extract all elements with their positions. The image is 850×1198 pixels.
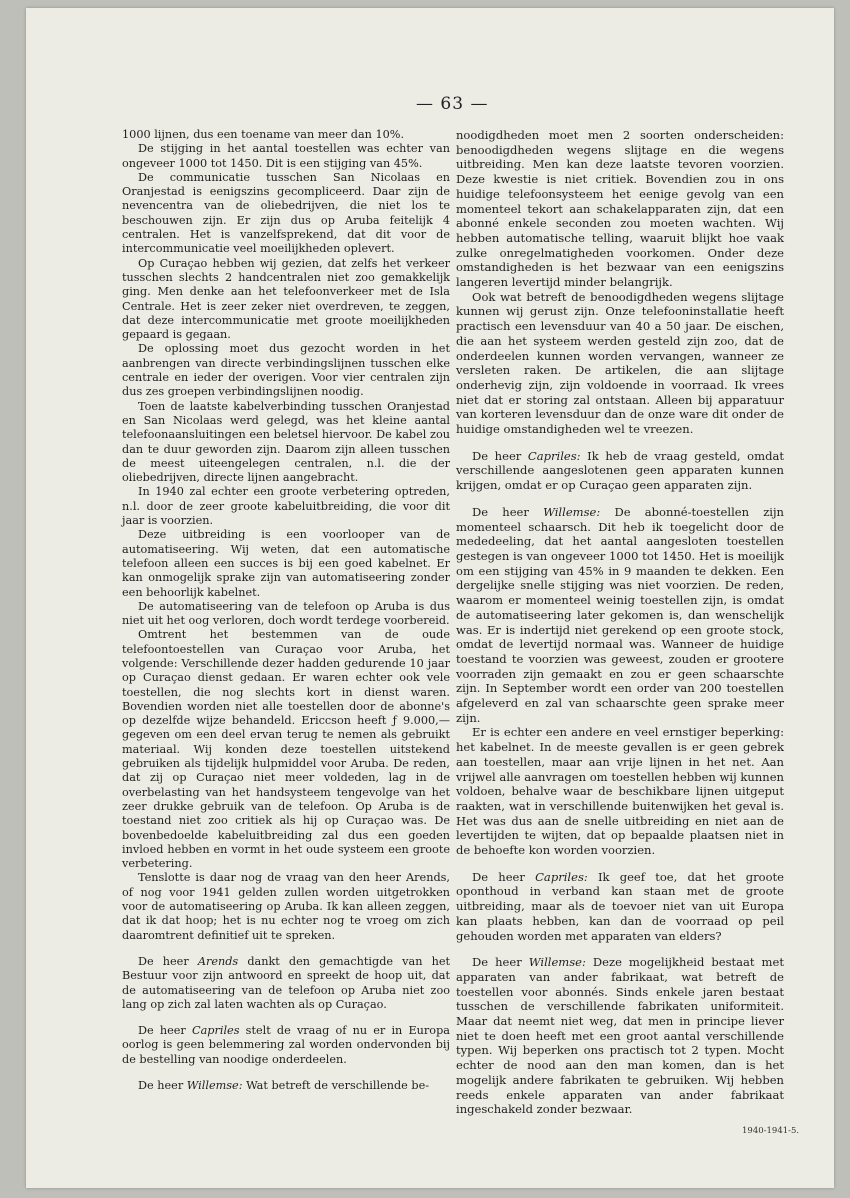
paragraph: In 1940 zal echter een groote verbetering optreden, n.l. door de zeer groote kabeluitbreiding, die voor dit jaar is voorzien. bbox=[122, 485, 450, 528]
speaker-text: Ik heb de vraag gesteld, omdat verschillende aangeslotenen geen apparaten kunnen krijgen, omdat er op Curaçao geen apparaten zijn. bbox=[456, 448, 784, 493]
speaker-paragraph bbox=[456, 449, 784, 493]
paragraph: noodigdheden moet men 2 soorten onderscheiden: benoodigdheden wegens slijtage en die wegens uitbreiding. Men kan deze laatste tevoren voorzien. Deze kwestie is niet critiek. Bovendien zou in ons huidige telefoonsysteem het eenige gevolg van een momenteel tekort aan schakelapparaten zijn, dat een abonné enkele seconden zou moeten wachten. Wij hebben automatische telling, waaruit blijkt hoe vaak zulke onregelmatigheden voorkomen. Onder deze omstandigheden is het bezwaar van een eenigszins langeren levertijd minder belangrijk. bbox=[456, 128, 784, 290]
paragraph: Er is echter een andere en veel ernstiger beperking: het kabelnet. In de meeste gevallen is er geen gebrek aan toestellen, maar aan vrije lijnen in het net. Aan vrijwel alle aanvragen om toestellen hebben wij kunnen voldoen, behalve waar de beschikbare lijnen uitgeput raakten, wat in verschillende buitenwijken het geval is. Het was dus aan de snelle uitbreiding en niet aan de levertijden te wijten, dat op bepaalde plaatsen niet in de behoefte kon worden voorzien. bbox=[456, 725, 784, 858]
speaker-name: Arends bbox=[197, 954, 239, 968]
speaker-prefix: De heer bbox=[472, 869, 536, 884]
speaker-prefix: De heer bbox=[138, 954, 198, 968]
speaker-text: Wat betreft de verschillende be- bbox=[242, 1079, 430, 1092]
paragraph: 1000 lijnen, dus een toename van meer dan 10%. bbox=[122, 128, 405, 141]
paragraph: Omtrent het bestemmen van de oude telefoontoestellen van Curaçao voor Aruba, het volgende: Verschillende dezer hadden gedurende 10 jaar op Curaçao dienst gedaan. Er waren echter ook vele toestellen, die nog slechts kort in dienst waren. Bovendien worden niet alle toestellen door de abonne's op dezelfde wijze behandeld. Ericcson heeft ƒ 9.000,— gegeven om een deel ervan terug te nemen als gebruikt materiaal. Wij konden deze toestellen uitstekend gebruiken als tijdelijk hulpmiddel voor Aruba. De reden, dat zij op Curaçao niet meer voldeden, lag in de overbelasting van het handsysteem tengevolge van het zeer drukke gebruik van de telefoon. Op Aruba is de toestand niet zoo critiek als hij op Curaçao was. De bovenbedoelde kabeluitbreiding zal dus een goeden invloed hebben en vormt in het oude systeem een groote verbetering. bbox=[122, 628, 450, 871]
footer-code: 1940-1941-5. bbox=[742, 1126, 800, 1136]
speaker-name: Willemse: bbox=[543, 504, 601, 519]
speaker-paragraph bbox=[456, 870, 784, 944]
paragraph: Op Curaçao hebben wij gezien, dat zelfs het verkeer tusschen slechts 2 handcentralen niet zoo gemakkelijk ging. Men denke aan het telefoonverkeer met de Isla Centrale. Het is zeer zeker niet overdreven, te zeggen, dat deze intercommunicatie met groote moeilijkheden gepaard is gegaan. bbox=[122, 256, 450, 342]
speaker-prefix: De heer bbox=[472, 448, 528, 463]
speaker-paragraph bbox=[122, 955, 450, 1012]
speaker-name: Capriles: bbox=[535, 869, 588, 884]
speaker-paragraph bbox=[122, 1079, 450, 1093]
speaker-text: dankt den gemachtigde van het Bestuur voor zijn antwoord en spreekt de hoop uit, dat de automatiseering van de telefoon op Aruba niet zoo lang op zich zal laten wachten als op Curaçao. bbox=[122, 954, 450, 1011]
paragraph: Toen de laatste kabelverbinding tusschen Oranjestad en San Nicolaas werd gelegd, was het kleine aantal telefoonaansluitingen een beletsel hiervoor. De kabel zou dan te duur geworden zijn. Daarom zijn alleen tusschen de meest uiteengelegen centralen, n.l. die der oliebedrijven, directe lijnen aangebracht. bbox=[122, 399, 450, 485]
page-number: — 63 — bbox=[416, 94, 489, 114]
right-text-column bbox=[456, 128, 784, 1117]
paragraph: De communicatie tusschen San Nicolaas en Oranjestad is eenigszins gecompliceerd. Daar zijn de nevencentra van de oliebedrijven, die niet los te beschouwen zijn. Er zijn dus op Aruba feitelijk 4 centralen. Het is vanzelfsprekend, dat dit voor de intercommunicatie veel moeilijkheden oplevert. bbox=[122, 170, 450, 256]
speaker-paragraph bbox=[122, 1024, 450, 1067]
speaker-name: Willemse: bbox=[528, 955, 586, 970]
speaker-text: Ik geef toe, dat het groote oponthoud in verband kan staan met de groote uitbreiding, maar als de toevoer niet van uit Europa kan plaats hebben, kan dan de voorraad op peil gehouden worden met apparaten van elders? bbox=[456, 869, 784, 943]
paragraph: Deze uitbreiding is een voorlooper van de automatiseering. Wij weten, dat een automatische telefoon alleen een succes is bij een goed kabelnet. Er kan onmogelijk sprake zijn van automatiseering zonder een behoorlijk kabelnet. bbox=[122, 528, 450, 599]
left-text-column bbox=[122, 128, 450, 1093]
speaker-prefix: De heer bbox=[472, 504, 544, 519]
speaker-prefix: De heer bbox=[138, 1079, 187, 1092]
paragraph: De stijging in het aantal toestellen was echter van ongeveer 1000 tot 1450. Dit is een stijging van 45%. bbox=[122, 142, 450, 170]
paragraph: Tenslotte is daar nog de vraag van den heer Arends, of nog voor 1941 gelden zullen worden uitgetrokken voor de automatiseering op Aruba. Ik kan alleen zeggen, dat ik dat hoop; het is nu echter nog te vroeg om zich daaromtrent definitief uit te spreken. bbox=[122, 871, 450, 942]
speaker-name: Capriles: bbox=[527, 448, 581, 463]
speaker-paragraph bbox=[456, 505, 784, 726]
speaker-name: Willemse: bbox=[186, 1079, 243, 1092]
speaker-paragraph bbox=[456, 955, 784, 1117]
speaker-prefix: De heer bbox=[138, 1024, 192, 1038]
speaker-name: Capriles bbox=[191, 1024, 240, 1038]
document-page bbox=[26, 8, 834, 1188]
speaker-text: Deze mogelijkheid bestaat met apparaten van ander fabrikaat, wat betreft de toestellen voor abonnés. Sinds enkele jaren bestaat tusschen de verschillende fabrikaten uniformiteit. Maar dat neemt niet weg, dat men in principe liever niet te doen heeft met een groot aantal verschillende typen. Wij beperken ons practisch tot 2 typen. Mocht echter de nood aan den man komen, dan is het mogelijk andere fabrikaten te gebruiken. Wij hebben reeds enkele apparaten van ander fabrikaat ingeschakeld zonder bezwaar. bbox=[456, 955, 784, 1117]
paragraph: De oplossing moet dus gezocht worden in het aanbrengen van directe verbindingslijnen tusschen elke centrale en ieder der overigen. Voor vier centralen zijn dus zes groepen verbindingslijnen noodig. bbox=[122, 342, 450, 399]
speaker-text: stelt de vraag of nu er in Europa oorlog is geen belemmering zal worden ondervonden bij de bestelling van noodige onderdeelen. bbox=[122, 1024, 450, 1066]
speaker-prefix: De heer bbox=[472, 955, 529, 970]
paragraph: Ook wat betreft de benoodigdheden wegens slijtage kunnen wij gerust zijn. Onze telefooninstallatie heeft practisch een levensduur van 40 a 50 jaar. De eischen, die aan het systeem werden gesteld zijn zoo, dat de onderdeelen kunnen worden vervangen, wanneer ze versleten raken. De artikelen, die aan slijtage onderhevig zijn, zijn voldoende in voorraad. Ik vrees niet dat er storing zal ontstaan. Alleen bij apparatuur van korteren levensduur dan de onze ware dit onder de huidige omstandigheden wel te vreezen. bbox=[456, 289, 784, 437]
paragraph: De automatiseering van de telefoon op Aruba is dus niet uit het oog verloren, doch wordt terdege voorbereid. bbox=[122, 599, 450, 628]
speaker-text: De abonné-toestellen zijn momenteel schaarsch. Dit heb ik toegelicht door de mededeeling, dat het aantal aangesloten toestellen gestegen is van ongeveer 1000 tot 1450. Het is moeilijk om een stijging van 45% in 9 maanden te dekken. Een dergelijke snelle stijging was niet voorzien. De reden, waarom er momenteel weinig toestellen zijn, is omdat de automatiseering later gekomen is, dan wenschelijk was. Er is indertijd niet gerekend op een groote stock, omdat de levertijd normaal was. Wanneer de huidige toestand te voorzien was geweest, zouden er grootere voorraden zijn gemaakt en zou er geen schaarschte zijn. In September wordt een order van 200 toestellen afgeleverd en zal van schaarschte geen sprake meer zijn. bbox=[456, 504, 784, 725]
